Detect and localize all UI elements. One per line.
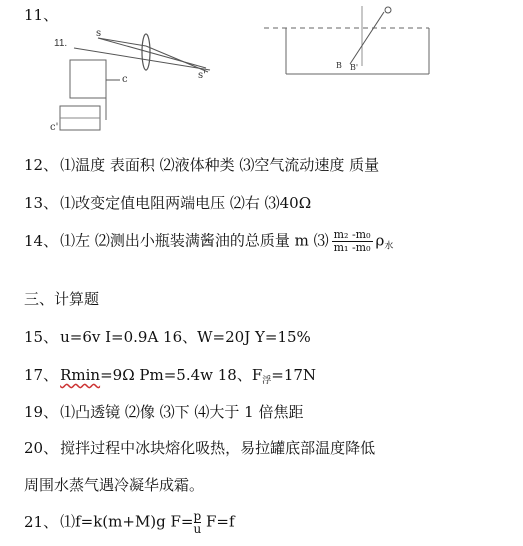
q21-text1: ⑴f=k(m+M)g F= bbox=[60, 512, 194, 531]
q15-text: u=6v I=0.9A 16、W=20J Y=15% bbox=[60, 328, 311, 346]
mark-s: s bbox=[96, 28, 102, 39]
mark-b: B bbox=[336, 61, 342, 70]
q20-text: 搅拌过程中冰块熔化吸热，易拉罐底部温度降低 bbox=[60, 439, 376, 457]
q20-line2: 周围水蒸气遇冷凝华成霜。 bbox=[24, 476, 205, 494]
q21-line bbox=[24, 510, 235, 535]
section-title: 三、计算题 bbox=[24, 290, 100, 308]
q12-line bbox=[24, 154, 379, 175]
mark-c: c bbox=[122, 74, 128, 85]
q17-line bbox=[24, 364, 316, 386]
q21-p: p bbox=[193, 509, 202, 523]
lens-ray-sketch bbox=[50, 20, 230, 140]
q13-line bbox=[24, 192, 311, 213]
q14-fraction bbox=[332, 229, 373, 254]
q20-line bbox=[24, 437, 375, 458]
q14-frac-top: m₂ -m₀ bbox=[333, 228, 371, 241]
q12-text: ⑴温度 表面积 ⑵液体种类 ⑶空气流动速度 质量 bbox=[60, 156, 380, 174]
q17-f-sub: 浮 bbox=[262, 376, 272, 386]
q12-label: 12、 bbox=[24, 156, 59, 174]
q14-frac-bottom: m₁ -m₀ bbox=[333, 241, 371, 254]
mark-b-prime: B' bbox=[350, 63, 359, 72]
q13-text: ⑴改变定值电阻两端电压 ⑵右 ⑶40Ω bbox=[60, 194, 312, 212]
q17-text1: =9Ω Pm=5.4w 18、F bbox=[100, 366, 263, 384]
q14-rho-sub: 水 bbox=[384, 241, 394, 252]
mark-c-prime: c' bbox=[50, 122, 59, 133]
q17-label: 17、 bbox=[24, 366, 59, 384]
q15-line bbox=[24, 326, 311, 347]
q13-label: 13、 bbox=[24, 194, 59, 212]
q21-label: 21、 bbox=[24, 512, 59, 531]
q19-text: ⑴凸透镜 ⑵像 ⑶下 ⑷大于 1 倍焦距 bbox=[60, 403, 304, 421]
q14-line bbox=[24, 229, 393, 254]
q14-text: ⑴左 ⑵测出小瓶装满酱油的总质量 m ⑶ bbox=[60, 231, 329, 250]
q14-label: 14、 bbox=[24, 231, 59, 250]
q17-rmin: Rmin bbox=[60, 366, 101, 384]
mark-s-prime: s' bbox=[198, 70, 206, 81]
q21-u: u bbox=[193, 522, 202, 536]
q19-line bbox=[24, 401, 303, 422]
q20-label: 20、 bbox=[24, 439, 59, 457]
q15-label: 15、 bbox=[24, 328, 59, 346]
q21-text2: F=f bbox=[201, 512, 235, 531]
refraction-sketch bbox=[264, 6, 434, 76]
q17-text2: =17N bbox=[271, 366, 317, 384]
q11-label: 11、 bbox=[24, 6, 59, 24]
sketch-label: 11. bbox=[54, 38, 68, 49]
q14-rho: ρ bbox=[375, 231, 385, 250]
q19-label: 19、 bbox=[24, 403, 59, 421]
